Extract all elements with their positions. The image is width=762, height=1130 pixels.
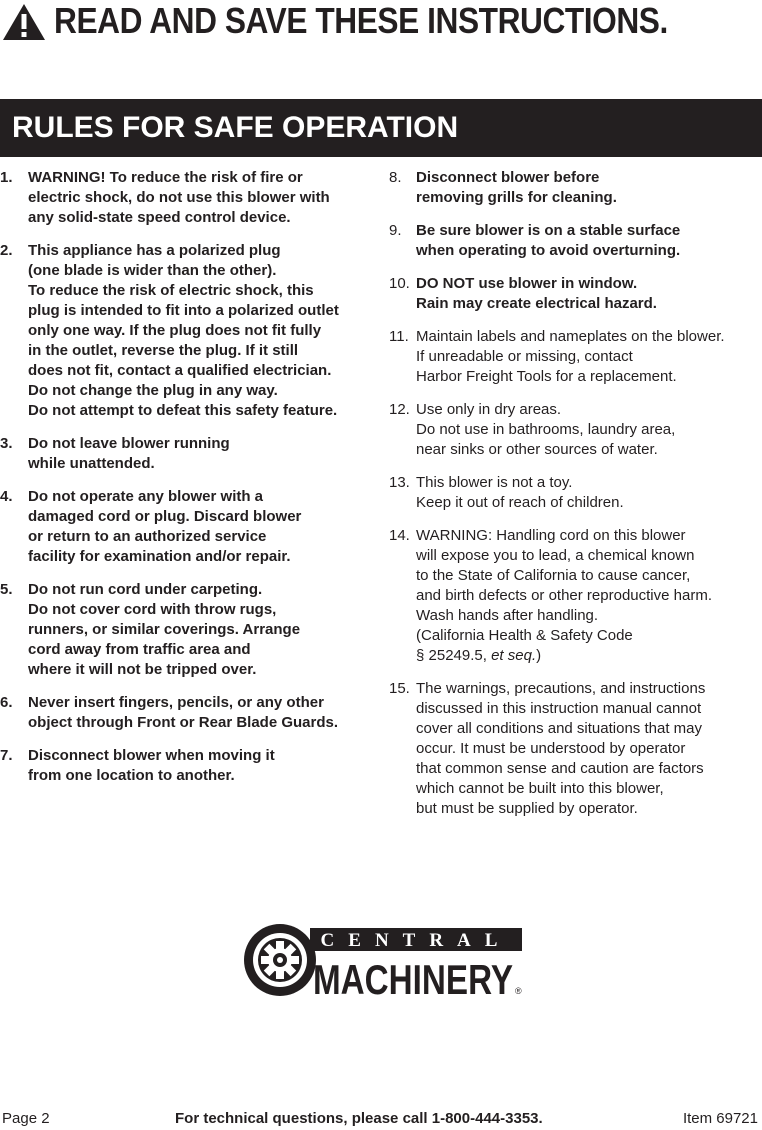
rule-line: will expose you to lead, a chemical known [416, 547, 695, 564]
rule-number: 12. [389, 401, 410, 418]
rule-number: 6. [0, 694, 13, 711]
rule-item-15 [389, 679, 762, 819]
rule-line: but must be supplied by operator. [416, 800, 638, 817]
rule-line: Harbor Freight Tools for a replacement. [416, 368, 677, 385]
rule-line: (California Health & Safety Code [416, 627, 633, 644]
rule-number: 10. [389, 275, 410, 292]
rule-line: Do not change the plug in any way. [28, 382, 278, 399]
rule-line: any solid-state speed control device. [28, 209, 291, 226]
rule-number: 9. [389, 222, 402, 239]
rule-line: This appliance has a polarized plug [28, 242, 281, 259]
rule-number: 15. [389, 680, 410, 697]
rule-line: Do not cover cord with throw rugs, [28, 601, 277, 618]
rule-line: object through Front or Rear Blade Guards. [28, 714, 339, 731]
rule-line: Do not attempt to defeat this safety feature. [28, 402, 338, 419]
rule-line: WARNING! To reduce the risk of fire or [28, 169, 303, 186]
rule-number: 1. [0, 169, 13, 186]
rules-right-column [389, 168, 762, 832]
page-footer [0, 1108, 762, 1130]
rule-line: Maintain labels and nameplates on the blower. [416, 328, 725, 345]
rule-line: To reduce the risk of electric shock, this [28, 282, 314, 299]
warning-triangle-icon [2, 3, 46, 41]
rule-item-6 [0, 693, 378, 733]
technical-contact: For technical questions, please call 1-800-444-3353. [175, 1110, 543, 1127]
rule-line-citation [416, 646, 762, 666]
rule-line: (one blade is wider than the other). [28, 262, 277, 279]
rule-line: occur. It must be understood by operator [416, 740, 686, 757]
rule-line: does not fit, contact a qualified electrician. [28, 362, 332, 379]
rule-line: Use only in dry areas. [416, 401, 562, 418]
rule-line: when operating to avoid overturning. [416, 242, 681, 259]
rule-line: facility for examination and/or repair. [28, 548, 291, 565]
rule-number: 11. [389, 328, 409, 345]
rule-line: cord away from traffic area and [28, 641, 251, 658]
rule-number: 5. [0, 581, 13, 598]
rule-line: Disconnect blower when moving it [28, 747, 275, 764]
rule-item-7 [0, 746, 378, 786]
central-machinery-logo [240, 918, 524, 1002]
rule-line: Rain may create electrical hazard. [416, 295, 657, 312]
page-number: Page 2 [2, 1110, 50, 1127]
rule-line: in the outlet, reverse the plug. If it still [28, 342, 299, 359]
rule-item-3 [0, 434, 378, 474]
rule-line: discussed in this instruction manual cannot [416, 700, 702, 717]
rule-line: and birth defects or other reproductive harm. [416, 587, 712, 604]
citation-suffix: ) [536, 647, 542, 664]
logo-line-2: MACHINERY [313, 956, 513, 1002]
rule-line: plug is intended to fit into a polarized outlet [28, 302, 339, 319]
rule-line: Do not run cord under carpeting. [28, 581, 263, 598]
rule-line: Be sure blower is on a stable surface [416, 222, 681, 239]
item-number: Item 69721 [682, 1110, 758, 1127]
rule-line: The warnings, precautions, and instructions [416, 680, 706, 697]
rule-line: Never insert fingers, pencils, or any other [28, 694, 324, 711]
rule-line: near sinks or other sources of water. [416, 441, 658, 458]
rule-line: Wash hands after handling. [416, 607, 599, 624]
rule-item-5 [0, 580, 378, 680]
section-bar [0, 99, 762, 157]
rule-number: 7. [0, 747, 13, 764]
rule-line: from one location to another. [28, 767, 235, 784]
rule-line: only one way. If the plug does not fit fully [28, 322, 322, 339]
logo-line-1: CENTRAL [320, 930, 512, 951]
rule-line: damaged cord or plug. Discard blower [28, 508, 302, 525]
rule-line: Do not operate any blower with a [28, 488, 264, 505]
rule-line: where it will not be tripped over. [28, 661, 257, 678]
rule-number: 8. [389, 169, 402, 186]
rule-item-14 [389, 526, 762, 666]
rule-line: This blower is not a toy. [416, 474, 573, 491]
page-header [0, 0, 762, 44]
rule-item-12 [389, 400, 762, 460]
rule-number: 3. [0, 435, 13, 452]
rule-item-4 [0, 487, 378, 567]
rule-line: DO NOT use blower in window. [416, 275, 638, 292]
logo-registered-mark: ® [515, 986, 522, 996]
rule-line: Keep it out of reach of children. [416, 494, 624, 511]
rule-item-13 [389, 473, 762, 513]
citation-italic: et seq. [491, 647, 537, 664]
rule-line: or return to an authorized service [28, 528, 267, 545]
rule-line: WARNING: Handling cord on this blower [416, 527, 686, 544]
rule-number: 2. [0, 242, 13, 259]
citation-prefix: § 25249.5, [416, 647, 492, 664]
rule-line: cover all conditions and situations that may [416, 720, 702, 737]
rule-line: Disconnect blower before [416, 169, 600, 186]
rule-item-10 [389, 274, 762, 314]
rule-item-9 [389, 221, 762, 261]
rule-line: Do not leave blower running [28, 435, 230, 452]
gear-icon [244, 924, 316, 996]
rule-item-11 [389, 327, 762, 387]
rule-number: 13. [389, 474, 410, 491]
rule-line: electric shock, do not use this blower with [28, 189, 330, 206]
rule-line: removing grills for cleaning. [416, 189, 617, 206]
rule-item-8 [389, 168, 762, 208]
rule-item-2 [0, 241, 378, 421]
rule-item-1 [0, 168, 378, 228]
rules-left-column [0, 168, 378, 799]
page-title: READ AND SAVE THESE INSTRUCTIONS. [54, 0, 668, 41]
rule-line: which cannot be built into this blower, [416, 780, 664, 797]
rule-line: If unreadable or missing, contact [416, 348, 633, 365]
rule-number: 4. [0, 488, 13, 505]
rule-line: while unattended. [28, 455, 155, 472]
rule-line: to the State of California to cause cancer, [416, 567, 691, 584]
rule-number: 14. [389, 527, 410, 544]
rule-line: Do not use in bathrooms, laundry area, [416, 421, 676, 438]
section-title: RULES FOR SAFE OPERATION [12, 111, 459, 144]
rule-line: runners, or similar coverings. Arrange [28, 621, 301, 638]
rule-line: that common sense and caution are factors [416, 760, 704, 777]
